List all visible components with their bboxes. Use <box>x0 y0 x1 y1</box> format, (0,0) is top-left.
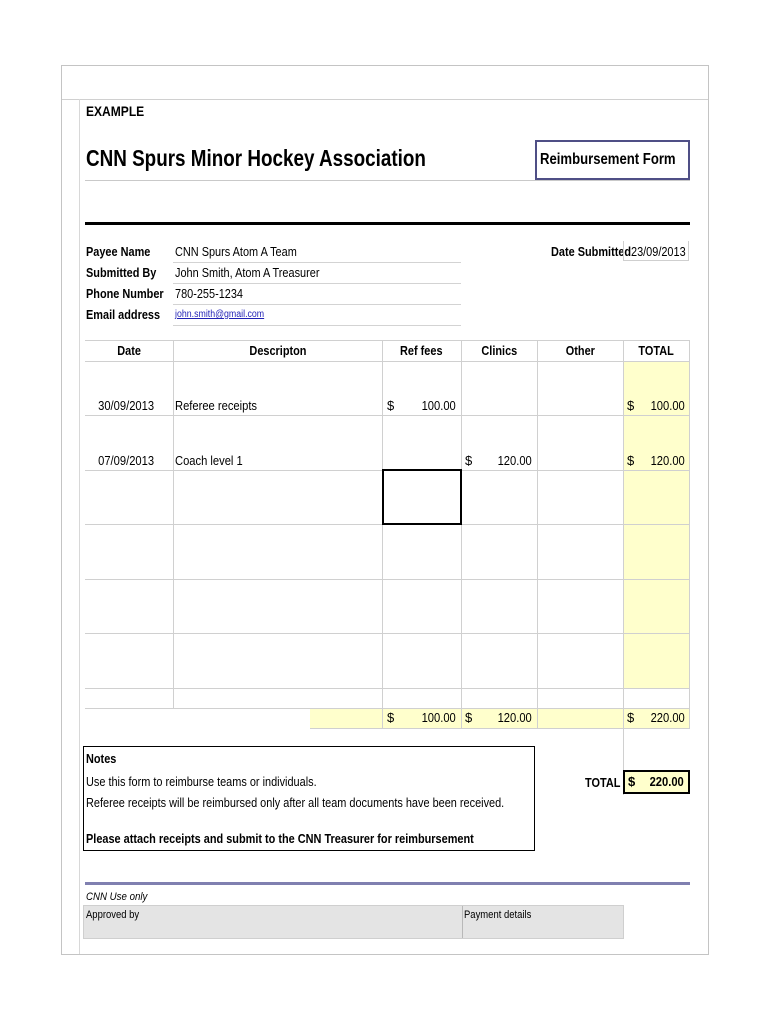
field-underline <box>173 325 461 326</box>
column-header-date: Date <box>117 343 141 358</box>
clinics-total: 120.00 <box>497 710 532 725</box>
date-submitted-label: Date Submitted <box>551 244 632 259</box>
row-clinics[interactable]: 120.00 <box>497 453 532 468</box>
grid-line <box>85 415 690 416</box>
currency-symbol: $ <box>465 453 473 468</box>
approved-by-label: Approved by <box>86 909 140 921</box>
column-header-ref-fees: Ref fees <box>400 343 443 358</box>
payee-name-label: Payee Name <box>86 244 151 259</box>
notes-box <box>83 746 535 851</box>
field-underline <box>173 304 461 305</box>
email-link[interactable]: john.smith@gmail.com <box>175 309 265 320</box>
submitted-by-label: Submitted By <box>86 265 157 280</box>
grid-line <box>85 688 690 689</box>
phone-number-label: Phone Number <box>86 286 164 301</box>
grid-line <box>85 633 690 634</box>
grid-line <box>461 340 462 728</box>
currency-symbol: $ <box>465 710 473 725</box>
grid-line <box>537 340 538 728</box>
currency-symbol: $ <box>387 710 395 725</box>
currency-symbol: $ <box>387 398 395 413</box>
example-label: EXAMPLE <box>86 103 145 119</box>
field-underline <box>173 283 461 284</box>
currency-symbol: $ <box>627 710 635 725</box>
row-total: 120.00 <box>650 453 685 468</box>
organization-title: CNN Spurs Minor Hockey Association <box>86 145 426 171</box>
submitted-by-value[interactable]: John Smith, Atom A Treasurer <box>175 265 320 280</box>
ref-fees-total: 100.00 <box>421 710 456 725</box>
column-header-clinics: Clinics <box>481 343 517 358</box>
grand-total-label: TOTAL <box>585 775 621 790</box>
notes-line: Use this form to reimburse teams or individuals. <box>86 774 317 789</box>
email-address-label: Email address <box>86 307 161 322</box>
payment-details-label: Payment details <box>464 909 532 921</box>
title-rule <box>85 180 690 181</box>
grand-total-value: 220.00 <box>649 774 684 789</box>
row-description[interactable]: Referee receipts <box>175 398 258 413</box>
phone-number-value[interactable]: 780-255-1234 <box>175 286 244 301</box>
approval-box <box>83 905 624 939</box>
approval-divider <box>462 906 463 938</box>
frame-margin-line <box>79 99 80 954</box>
section-divider <box>85 222 690 225</box>
form-title: Reimbursement Form <box>540 151 676 168</box>
currency-symbol: $ <box>627 398 635 413</box>
column-header-total: TOTAL <box>638 343 674 358</box>
grid-line <box>689 340 690 728</box>
currency-symbol: $ <box>628 774 636 789</box>
grid-line <box>173 340 174 708</box>
selected-cell[interactable] <box>382 469 462 525</box>
notes-instruction: Please attach receipts and submit to the CNN Treasurer for reimbursement <box>86 831 474 846</box>
column-header-other: Other <box>565 343 595 358</box>
row-ref-fees[interactable]: 100.00 <box>421 398 456 413</box>
date-submitted-value[interactable]: 23/09/2013 <box>631 244 686 259</box>
grid-line <box>310 728 690 729</box>
grid-line <box>85 361 690 362</box>
office-use-heading: CNN Use only <box>86 891 148 903</box>
row-total: 100.00 <box>650 398 685 413</box>
form-title-box <box>535 140 690 180</box>
grid-line <box>85 708 690 709</box>
payee-name-value[interactable]: CNN Spurs Atom A Team <box>175 244 297 259</box>
grand-total-box <box>623 770 690 794</box>
column-total-sum: 220.00 <box>650 710 685 725</box>
column-header-description: Descripton <box>248 343 307 358</box>
row-description[interactable]: Coach level 1 <box>175 453 243 468</box>
frame-rule <box>62 99 708 100</box>
office-divider <box>85 882 690 885</box>
notes-line: Referee receipts will be reimbursed only after all team documents have been received. <box>86 795 505 810</box>
row-date[interactable]: 30/09/2013 <box>98 398 154 413</box>
grid-line <box>85 579 690 580</box>
notes-heading: Notes <box>86 751 117 766</box>
currency-symbol: $ <box>627 453 635 468</box>
row-date[interactable]: 07/09/2013 <box>98 453 154 468</box>
field-underline <box>173 262 461 263</box>
